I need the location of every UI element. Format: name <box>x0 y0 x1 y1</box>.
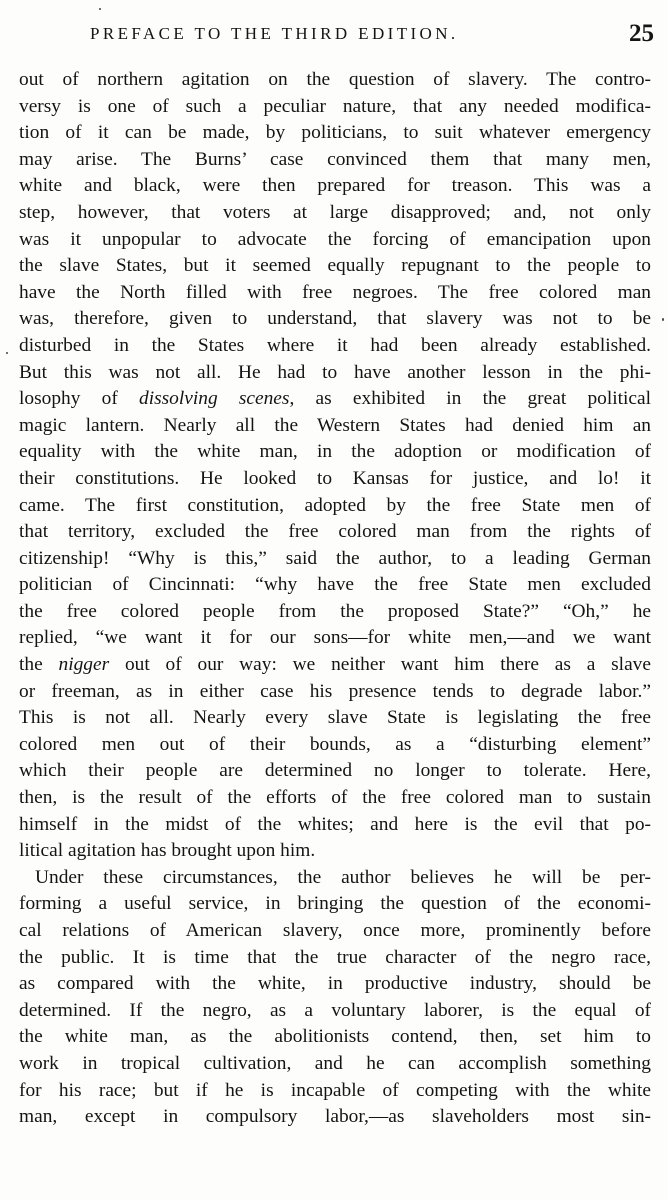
line-text: white and black, were then prepared for treason. This was a <box>19 175 651 197</box>
text-line <box>19 812 651 839</box>
text-line <box>19 147 651 174</box>
text-line <box>19 599 651 626</box>
text-line <box>19 1104 651 1131</box>
text-line <box>19 546 651 573</box>
line-text: the slave States, but it seemed equally repugnant to the people to <box>19 255 651 277</box>
line-text: the public. It is time that the true character of the negro race, <box>19 946 651 968</box>
text-line <box>19 94 651 121</box>
line-text: which their people are determined no longer to tolerate. Here, <box>19 760 651 782</box>
line-text: for his race; but if he is incapable of competing with the white <box>19 1079 651 1101</box>
line-text: may arise. The Burns’ case convinced them that many men, <box>19 148 651 170</box>
body-text <box>19 67 651 1131</box>
text-line <box>19 1051 651 1078</box>
text-line <box>19 891 651 918</box>
text-line <box>19 785 651 812</box>
line-text: then, is the result of the efforts of the free colored man to sustain <box>19 787 651 809</box>
line-text: This is not all. Nearly every slave State is legislating the free <box>19 707 651 729</box>
text-line <box>19 413 651 440</box>
text-line <box>19 466 651 493</box>
text-line <box>19 572 651 599</box>
italic-phrase: dissolving scenes <box>139 388 290 410</box>
line-text: losophy of <box>19 388 139 410</box>
line-text: man, except in compulsory labor,—as slaveholders most sin- <box>19 1106 651 1128</box>
line-text: step, however, that voters at large disapproved; and, not only <box>19 201 651 223</box>
line-text: equality with the white man, in the adoption or modification of <box>19 441 651 463</box>
line-text: litical agitation has brought upon him. <box>19 840 316 862</box>
line-text: was it unpopular to advocate the forcing of emancipation upon <box>19 228 651 250</box>
line-text: the white man, as the abolitionists contend, then, set him to <box>19 1026 651 1048</box>
text-line <box>19 280 651 307</box>
text-line <box>19 838 651 865</box>
text-line <box>19 865 651 892</box>
line-text: cal relations of American slavery, once more, prominently before <box>19 920 651 941</box>
text-line <box>19 360 651 387</box>
line-text: But this was not all. He had to have another lesson in the phi- <box>19 361 651 383</box>
text-line <box>19 439 651 466</box>
text-line <box>19 625 651 652</box>
line-text: magic lantern. Nearly all the Western States had denied him an <box>19 414 651 436</box>
line-text-after: out of our way: we neither want him there as a slave <box>109 654 651 676</box>
text-line <box>19 493 651 520</box>
line-text: determined. If the negro, as a voluntary laborer, is the equal of <box>19 999 651 1021</box>
text-line <box>19 1078 651 1105</box>
text-line <box>19 386 651 413</box>
line-text: or freeman, as in either case his presence tends to degrade labor.” <box>19 680 651 702</box>
line-text: colored men out of their bounds, as a “disturbing element” <box>19 733 651 755</box>
line-text: work in tropical cultivation, and he can accomplish something <box>19 1052 651 1074</box>
text-line <box>19 200 651 227</box>
print-speck <box>99 8 101 10</box>
page-header <box>90 20 654 50</box>
line-text: tion of it can be made, by politicians, to suit whatever emergency <box>19 122 651 144</box>
text-line <box>19 333 651 360</box>
text-line <box>19 679 651 706</box>
running-title: PREFACE TO THE THIRD EDITION. <box>90 24 459 43</box>
text-line <box>19 918 651 945</box>
text-line <box>19 705 651 732</box>
line-text: their constitutions. He looked to Kansas for justice, and lo! it <box>19 467 651 489</box>
line-text: the <box>19 654 59 676</box>
print-speck <box>662 318 664 321</box>
text-line <box>19 253 651 280</box>
line-text: Under these circumstances, the author believes he will be per- <box>35 866 651 888</box>
print-speck <box>6 352 8 354</box>
text-line <box>19 971 651 998</box>
line-text: that territory, excluded the free colored man from the rights of <box>19 521 651 543</box>
text-line <box>19 945 651 972</box>
page-number: 25 <box>629 20 654 47</box>
line-text: disturbed in the States where it had been already established. <box>19 334 651 356</box>
text-line <box>19 998 651 1025</box>
line-text: the free colored people from the proposed State?” “Oh,” he <box>19 600 651 622</box>
line-text: out of northern agitation on the question of slavery. The contro- <box>19 69 651 90</box>
line-text: replied, “we want it for our sons—for white men,—and we want <box>19 627 651 649</box>
line-text: came. The first constitution, adopted by the free State men of <box>19 494 651 516</box>
text-line <box>19 1024 651 1051</box>
line-text: have the North filled with free negroes. The free colored man <box>19 281 651 303</box>
italic-phrase: nigger <box>58 654 110 676</box>
line-text: citizenship! “Why is this,” said the author, to a leading German <box>19 547 651 569</box>
line-text: politician of Cincinnati: “why have the free State men excluded <box>19 574 651 596</box>
line-text: forming a useful service, in bringing the question of the economi- <box>19 893 651 915</box>
text-line <box>19 173 651 200</box>
text-line <box>19 120 651 147</box>
line-text: as compared with the white, in productive industry, should be <box>19 973 651 995</box>
line-text: was, therefore, given to understand, that slavery was not to be <box>19 308 651 330</box>
line-text: himself in the midst of the whites; and here is the evil that po- <box>19 813 651 835</box>
text-line <box>19 732 651 759</box>
text-line <box>19 758 651 785</box>
line-text: versy is one of such a peculiar nature, that any needed modifica- <box>19 95 651 117</box>
text-line <box>19 652 651 679</box>
line-text-after: , as exhibited in the great political <box>289 388 651 410</box>
text-line <box>19 306 651 333</box>
text-line <box>19 519 651 546</box>
text-line <box>19 227 651 254</box>
text-line <box>19 67 651 94</box>
